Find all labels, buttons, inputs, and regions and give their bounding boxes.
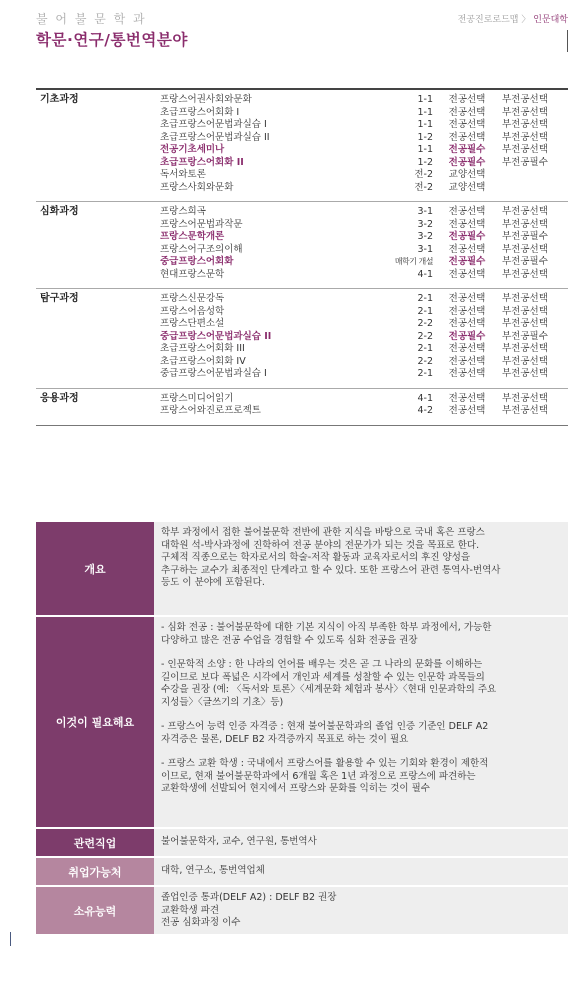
section-name: 탐구과정 <box>40 293 79 304</box>
course-minor-type: 부전공선택 <box>502 106 548 118</box>
course-year: 1-2 <box>417 131 433 143</box>
course-year: 2-1 <box>417 368 433 379</box>
course-name: 중급프랑스어문법과실습 II <box>160 330 272 342</box>
course-name: 프랑스단편소설 <box>160 318 225 329</box>
header-divider <box>567 30 568 52</box>
jobs-label: 관련직업 <box>36 829 154 856</box>
course-name: 프랑스미디어읽기 <box>160 392 234 404</box>
overview-content <box>154 522 568 615</box>
breadcrumb-current[interactable]: 인문대학 <box>533 15 568 25</box>
course-type: 전공선택 <box>448 305 486 317</box>
breadcrumb-separator: 〉 <box>521 15 531 25</box>
course-minor-type: 부전공선택 <box>502 144 548 155</box>
course-type: 전공선택 <box>448 293 486 304</box>
course-row <box>160 356 568 369</box>
course-name: 프랑스신문강독 <box>160 293 225 304</box>
course-type: 전공선택 <box>448 218 486 230</box>
course-name: 프랑스어문법과작문 <box>160 218 243 230</box>
jobs-row <box>36 829 568 858</box>
course-minor-type: 부전공선택 <box>502 119 548 130</box>
course-minor-type: 부전공필수 <box>502 256 548 267</box>
competencies-content <box>154 887 568 934</box>
needs-line: 지성들〉〈글쓰기의 기초〉등) <box>161 696 284 708</box>
course-row <box>160 293 568 306</box>
course-row <box>160 144 568 157</box>
course-row <box>160 368 568 381</box>
section-name: 응용과정 <box>40 392 79 404</box>
course-row <box>160 219 568 232</box>
course-row <box>160 405 568 418</box>
needs-content <box>154 617 568 827</box>
course-row <box>160 132 568 145</box>
course-list <box>160 94 568 194</box>
jobs-content: 불어불문학자, 교수, 연구원, 통번역사 <box>154 829 568 856</box>
course-row <box>160 393 568 406</box>
overview-label: 개요 <box>36 522 154 615</box>
curriculum-table <box>36 88 568 426</box>
course-minor-type: 부전공선택 <box>502 206 548 217</box>
course-name: 현대프랑스문학 <box>160 268 225 280</box>
course-list <box>160 206 568 281</box>
course-row <box>160 231 568 244</box>
overview-line: 대학원 석-박사과정에 진학하여 전공 분야의 전문가가 되는 것을 목표로 한다. <box>161 539 480 551</box>
course-minor-type <box>501 182 568 195</box>
course-name: 초급프랑스어회화 III <box>160 343 245 354</box>
course-name: 초급프랑스어회화 I <box>160 106 240 118</box>
needs-line: - 인문학적 소양 : 한 나라의 언어를 배우는 것은 곧 그 나라의 문화를 이해하는 <box>161 659 483 670</box>
needs-line: - 프랑스어 능력 인증 자격증 : 현재 불어불문학과의 졸업 인증 기준인 DELF A2 <box>161 721 489 732</box>
course-name: 독서와토론 <box>160 169 206 180</box>
needs-line: 수강을 권장 (예: 〈독서와 토론〉〈세계문화 체험과 봉사〉〈현대 인문과학의 주요 <box>161 684 497 695</box>
needs-row <box>36 617 568 829</box>
course-year: 3-2 <box>417 231 433 242</box>
needs-line: - 프랑스 교환 학생 : 국내에서 프랑스어를 활용할 수 있는 기회와 환경이 제한적 <box>161 758 489 769</box>
course-name: 중급프랑스어회화 <box>160 256 234 267</box>
needs-bullet <box>161 622 561 647</box>
course-minor-type: 부전공선택 <box>502 405 548 416</box>
course-minor-type: 부전공필수 <box>502 156 548 168</box>
course-row <box>160 306 568 319</box>
course-year: 2-1 <box>417 343 433 354</box>
course-name: 프랑스어권사회와문화 <box>160 94 252 105</box>
course-row <box>160 256 568 269</box>
course-type: 전공선택 <box>448 106 486 118</box>
course-year: 매학기 개설 <box>394 257 433 266</box>
course-minor-type: 부전공필수 <box>502 231 548 242</box>
section-name: 기초과정 <box>40 94 79 105</box>
course-year: 1-1 <box>417 119 433 130</box>
course-type: 전공선택 <box>448 243 486 255</box>
course-row <box>160 94 568 107</box>
department-name: 불 어 불 문 학 과 <box>36 12 147 26</box>
course-type: 전공선택 <box>448 318 486 329</box>
course-type: 전공선택 <box>448 392 486 404</box>
course-type: 전공필수 <box>448 256 486 267</box>
competency-item: 전공 심화과정 이수 <box>161 917 241 928</box>
course-type: 전공선택 <box>448 268 486 280</box>
needs-bullet <box>161 758 561 796</box>
course-row <box>160 244 568 257</box>
edge-mark <box>10 932 11 946</box>
course-minor-type: 부전공필수 <box>502 330 548 342</box>
overview-line: 학부 과정에서 접한 불어불문학 전반에 관한 지식을 바탕으로 국내 혹은 프랑스 <box>161 527 485 538</box>
course-type: 교양선택 <box>448 169 486 180</box>
course-name: 초급프랑스어문법과실습 I <box>160 119 267 130</box>
course-minor-type: 부전공선택 <box>502 131 548 143</box>
course-row <box>160 157 568 170</box>
competencies-label: 소유능력 <box>36 887 154 934</box>
competency-item: 졸업인증 통과(DELF A2) : DELF B2 권장 <box>161 892 337 903</box>
course-year: 1-2 <box>417 156 433 168</box>
course-type: 전공선택 <box>448 131 486 143</box>
course-year: 1-1 <box>417 106 433 118</box>
course-row <box>160 331 568 344</box>
course-year: 전-2 <box>414 169 433 180</box>
needs-line: 이므로, 현재 불어불문학과에서 6개월 혹은 1년 과정으로 프랑스에 파견하는 <box>161 770 476 782</box>
course-type: 전공선택 <box>448 343 486 354</box>
curriculum-section <box>36 201 568 288</box>
page-title: 학문·연구/통번역분야 <box>36 31 188 49</box>
course-minor-type: 부전공선택 <box>502 368 548 379</box>
course-minor-type: 부전공선택 <box>502 392 548 404</box>
course-year: 4-1 <box>417 392 433 404</box>
needs-bullet <box>161 721 561 746</box>
section-name: 심화과정 <box>40 206 79 217</box>
course-minor-type: 부전공선택 <box>502 318 548 329</box>
course-type: 전공선택 <box>448 94 486 105</box>
course-row <box>160 269 568 282</box>
curriculum-section <box>36 90 568 201</box>
course-name: 초급프랑스어문법과실습 II <box>160 131 270 143</box>
curriculum-section <box>36 388 568 425</box>
course-year: 1-1 <box>417 94 433 105</box>
employers-label: 취업가능처 <box>36 858 154 885</box>
course-minor-type <box>501 169 568 182</box>
needs-label: 이것이 필요해요 <box>36 617 154 827</box>
course-minor-type: 부전공선택 <box>502 305 548 317</box>
course-year: 3-1 <box>417 243 433 255</box>
page-header <box>36 8 568 52</box>
course-row <box>160 343 568 356</box>
course-minor-type: 부전공선택 <box>502 243 548 255</box>
course-row <box>160 182 568 195</box>
course-year: 2-2 <box>417 355 433 367</box>
course-year: 2-2 <box>417 330 433 342</box>
needs-line: 교환학생에 선발되어 현지에서 프랑스와 문화를 익히는 것이 필수 <box>161 783 430 794</box>
course-type: 전공선택 <box>448 206 486 217</box>
needs-line: 길이므로 보다 폭넓은 시각에서 개인과 세계를 성찰할 수 있는 인문학 과목들의 <box>161 671 485 683</box>
course-type: 전공선택 <box>448 368 486 379</box>
course-year: 4-1 <box>417 268 433 280</box>
course-minor-type: 부전공선택 <box>502 218 548 230</box>
info-table <box>36 522 568 936</box>
course-year: 3-2 <box>417 218 433 230</box>
course-minor-type: 부전공선택 <box>502 293 548 304</box>
needs-line: 다양하고 많은 전공 수업을 경험할 수 있도록 심화 전공을 권장 <box>161 634 418 646</box>
course-year: 2-1 <box>417 293 433 304</box>
course-name: 프랑스사회와문화 <box>160 181 234 193</box>
competencies-row <box>36 887 568 936</box>
course-year: 1-1 <box>417 144 433 155</box>
course-name: 초급프랑스어회화 II <box>160 156 244 168</box>
course-minor-type: 부전공선택 <box>502 94 548 105</box>
course-name: 프랑스어음성학 <box>160 305 225 317</box>
course-year: 2-1 <box>417 305 433 317</box>
overview-line: 구체적 직종으로는 학자로서의 학술-저작 활동과 교육자로서의 후진 양성을 <box>161 552 471 563</box>
curriculum-section <box>36 288 568 388</box>
course-year: 2-2 <box>417 318 433 329</box>
course-type: 전공선택 <box>448 355 486 367</box>
overview-row <box>36 522 568 617</box>
course-name: 프랑스문학개론 <box>160 231 225 242</box>
needs-bullet <box>161 659 561 709</box>
course-name: 프랑스어와진로프로젝트 <box>160 405 261 416</box>
course-type: 전공필수 <box>448 231 486 242</box>
course-type: 전공선택 <box>448 405 486 416</box>
employers-content: 대학, 연구소, 통번역업체 <box>154 858 568 885</box>
course-row <box>160 318 568 331</box>
breadcrumb <box>458 12 568 25</box>
course-row <box>160 107 568 120</box>
course-row <box>160 206 568 219</box>
course-name: 초급프랑스어회화 IV <box>160 355 246 367</box>
needs-line: - 심화 전공 : 불어불문학에 대한 기본 지식이 아직 부족한 학부 과정에서, 가능한 <box>161 622 492 633</box>
course-name: 중급프랑스어문법과실습 I <box>160 368 267 379</box>
overview-line: 등도 이 분야에 포함된다. <box>161 577 265 588</box>
course-name: 프랑스어구조의이해 <box>160 243 243 255</box>
course-minor-type: 부전공선택 <box>502 355 548 367</box>
course-name: 전공기초세미나 <box>160 144 225 155</box>
employers-row <box>36 858 568 887</box>
competency-item: 교환학생 파견 <box>161 904 220 916</box>
needs-line: 자격증은 물론, DELF B2 자격증까지 목표로 하는 것이 필요 <box>161 733 409 745</box>
course-type: 전공필수 <box>448 330 486 342</box>
course-minor-type: 부전공선택 <box>502 343 548 354</box>
course-year: 전-2 <box>414 181 433 193</box>
course-minor-type: 부전공선택 <box>502 268 548 280</box>
course-year: 3-1 <box>417 206 433 217</box>
course-type: 전공필수 <box>448 156 486 168</box>
course-type: 교양선택 <box>448 181 486 193</box>
course-row <box>160 169 568 182</box>
course-type: 전공필수 <box>448 144 486 155</box>
breadcrumb-parent[interactable]: 전공진로로드맵 <box>457 15 519 25</box>
course-year: 4-2 <box>417 405 433 416</box>
course-type: 전공선택 <box>448 119 486 130</box>
course-list <box>160 393 568 418</box>
course-name: 프랑스희곡 <box>160 206 206 217</box>
course-row <box>160 119 568 132</box>
course-list <box>160 293 568 381</box>
overview-line: 추구하는 교수가 최종적인 단계라고 할 수 있다. 또한 프랑스어 관련 통역사-번역사 <box>161 564 501 576</box>
